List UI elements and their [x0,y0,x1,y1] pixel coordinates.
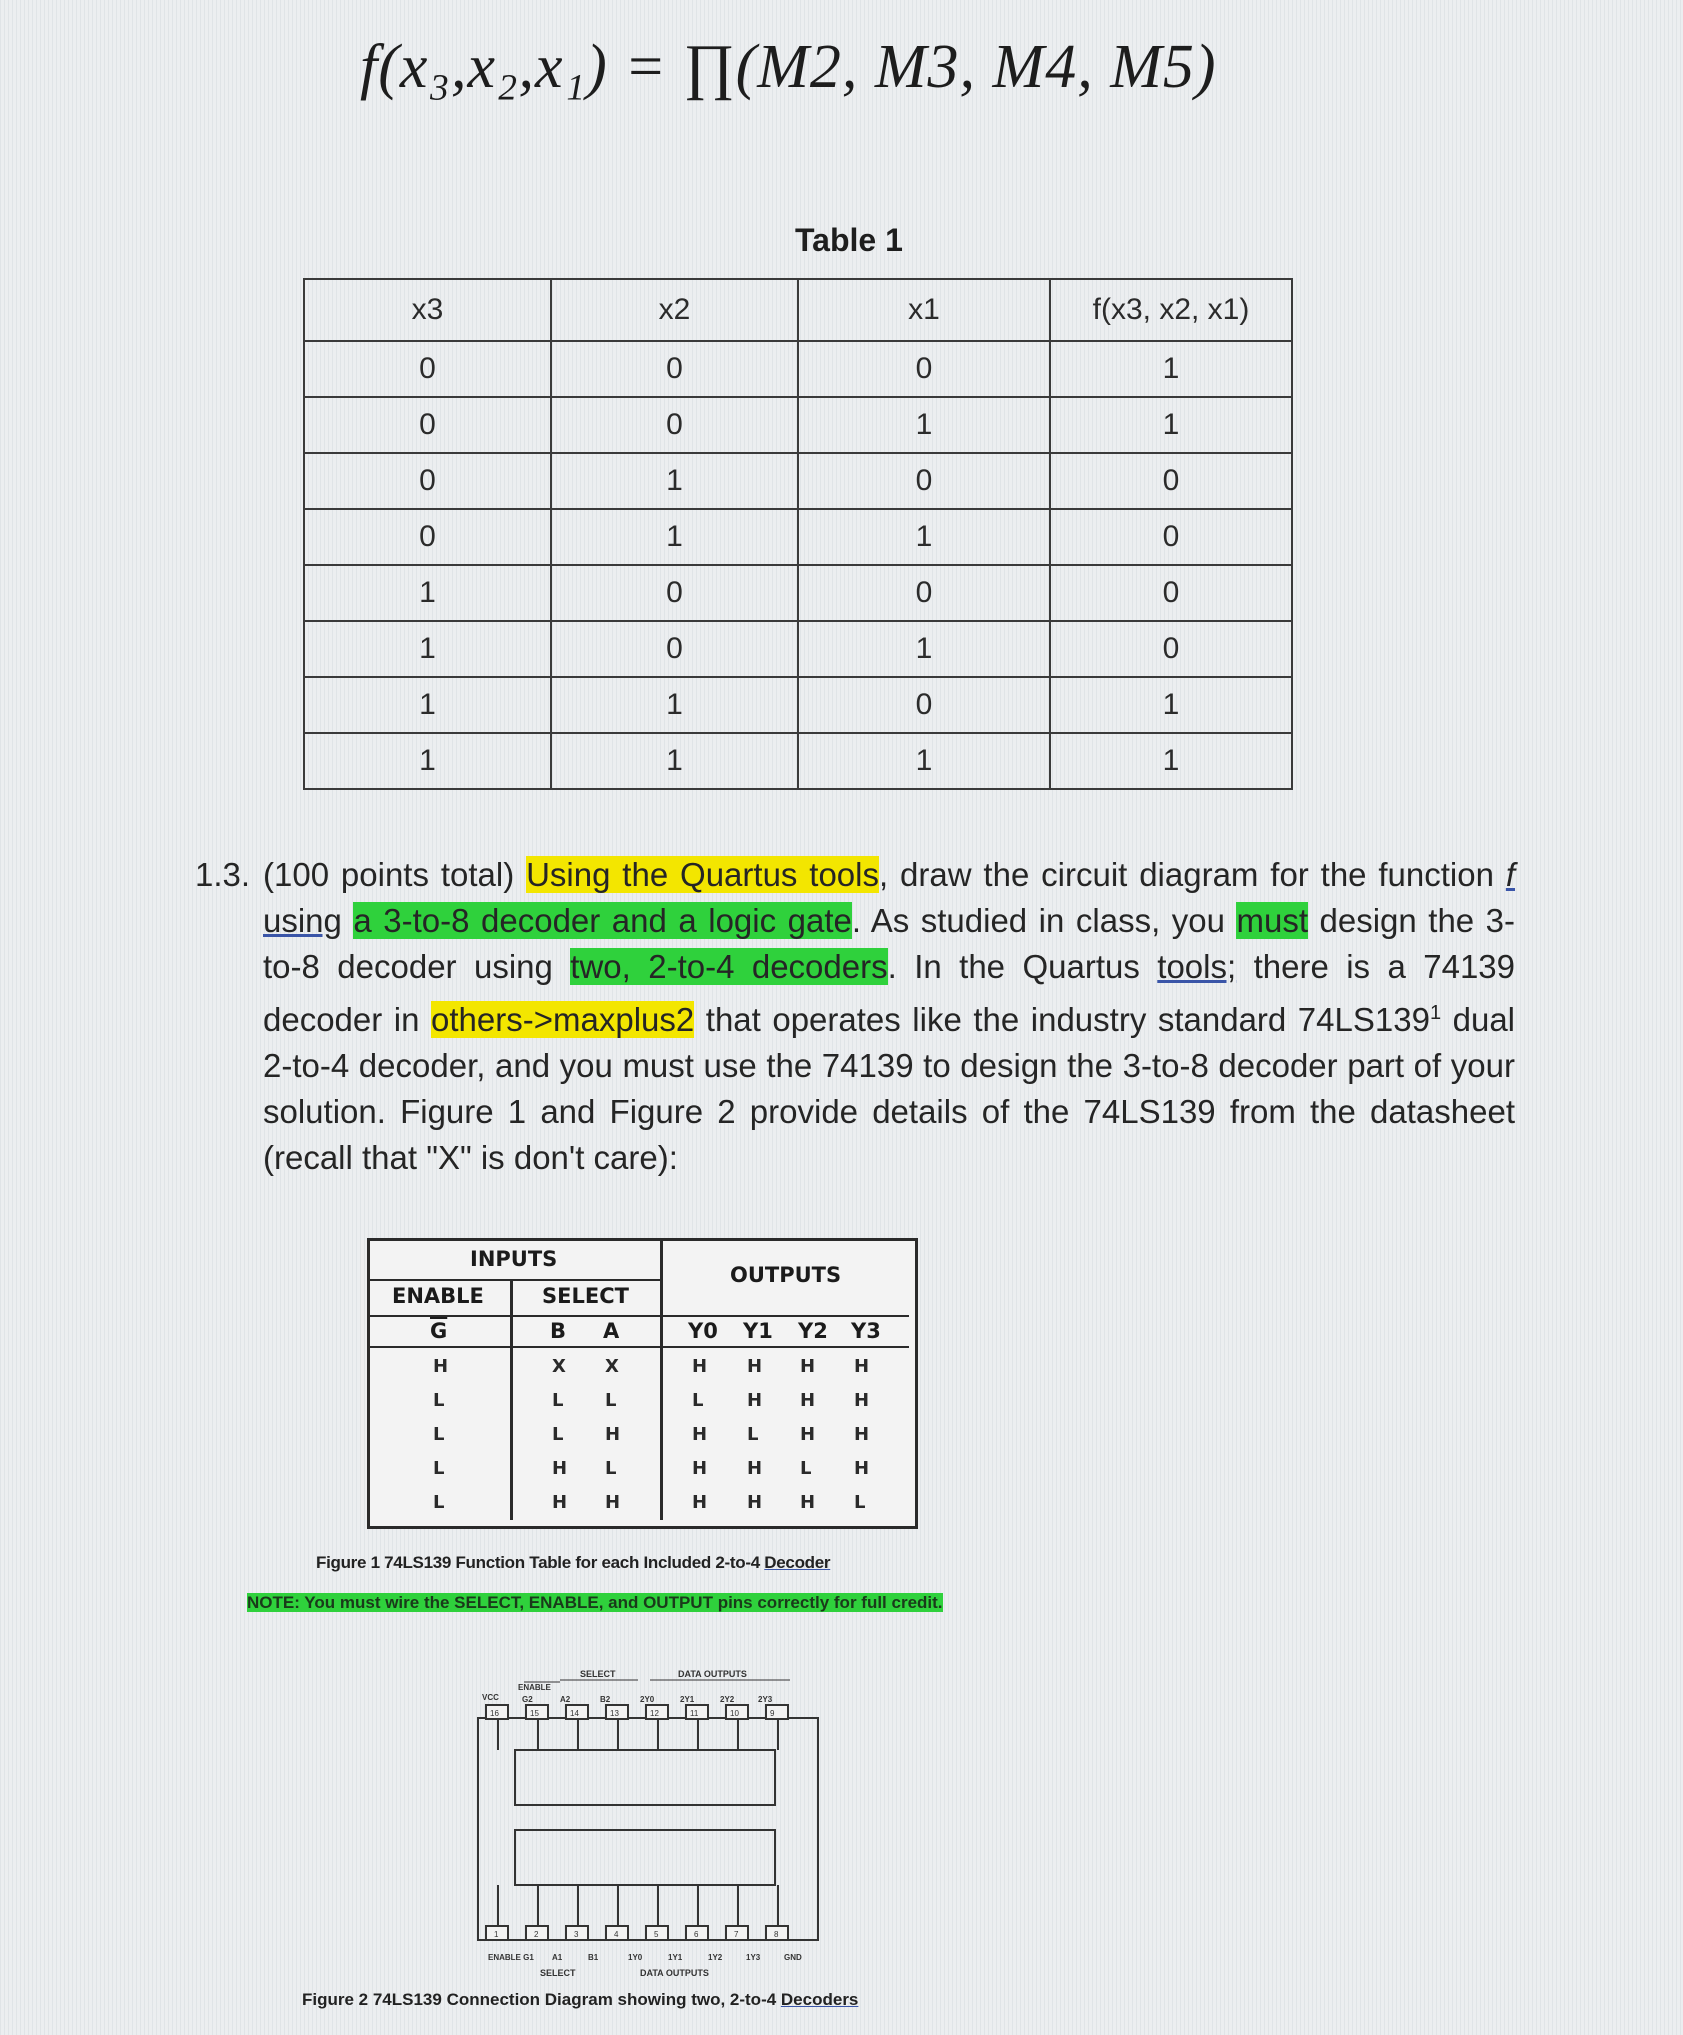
function-table-cell: H [692,1424,708,1445]
text-part: (100 points total) [263,856,527,893]
text-part: using [263,902,342,939]
bottom-pin-number: 1 [494,1930,499,1939]
figure1-caption-word: Decoder [764,1553,831,1572]
function-table-cell: L [433,1492,445,1513]
function-table-cell: H [692,1458,708,1479]
figure2-caption [302,1990,858,2010]
g-label: $\overline{G}$ [430,1319,448,1343]
truth-table-row [304,621,1292,677]
truth-table-cell: 0 [551,621,798,677]
y3-label: Y3 [851,1319,881,1343]
truth-table-cell: 0 [304,453,551,509]
truth-table-cell: 0 [551,397,798,453]
truth-table-cell: 1 [1050,677,1292,733]
truth-table [303,278,1293,790]
function-table-cell: L [433,1390,445,1411]
truth-table-cell: 0 [551,565,798,621]
bottom-pin-number: 5 [654,1930,659,1939]
function-table-cell: X [552,1356,566,1377]
bottom-pin-name: 1Y0 [628,1953,643,1962]
function-table-cell: H [854,1356,870,1377]
truth-table-cell: 1 [551,677,798,733]
y2-label: Y2 [798,1319,828,1343]
function-table-cell: H [605,1424,621,1445]
function-table-cell: L [552,1424,564,1445]
function-table-cell: L [605,1458,617,1479]
header-x1: x1 [798,279,1050,341]
function-table-cell: X [605,1356,619,1377]
bottom-pin-name: ENABLE G1 [488,1953,534,1962]
top-data-outputs-label: DATA OUTPUTS [678,1669,747,1679]
truth-table-cell: 1 [551,509,798,565]
figure2-caption-text: Figure 2 74LS139 Connection Diagram showing two, 2-to-4 [302,1990,781,2009]
truth-table-cell: 0 [798,341,1050,397]
figure1-caption [316,1553,830,1573]
bottom-pin-name: A1 [552,1953,563,1962]
equation: f(x₃,x₂,x₁) = ∏(M2, M3, M4, M5) [360,33,1217,101]
bottom-pin-name: GND [784,1953,802,1962]
function-table-cell: H [800,1492,816,1513]
truth-table-cell: 0 [1050,509,1292,565]
function-table-cell: L [747,1424,759,1445]
top-pin-name: 2Y3 [758,1695,773,1704]
top-enable-label: ENABLE [518,1683,551,1692]
function-table [367,1238,918,1529]
problem-paragraph [195,852,1515,1181]
truth-table-cell: 0 [1050,565,1292,621]
truth-table-cell: 0 [798,677,1050,733]
bottom-pin-number: 4 [614,1930,619,1939]
bottom-pin-name: 1Y2 [708,1953,723,1962]
vcc-label: VCC [482,1693,499,1702]
bottom-pin-name: B1 [588,1953,599,1962]
truth-table-cell: 1 [798,733,1050,789]
truth-table-row [304,453,1292,509]
text-part: . In the Quartus [887,948,1158,985]
header-x3: x3 [304,279,551,341]
function-table-cell: L [433,1458,445,1479]
text-part: design the 3-to-8 decoder using [263,902,1516,985]
text-part: dual 2-to-4 decoder, and you must use the 74139 to design the 3-to-8 decoder part of your solution. Figure 1 and Figure 2 provide details of the 74LS139 from the datasheet (recall that "X" is don't care): [263,1001,1516,1176]
top-pin-number: 14 [570,1709,579,1718]
bottom-pin-name: 1Y3 [746,1953,761,1962]
problem-text [263,852,1515,1181]
function-table-cell: H [854,1390,870,1411]
truth-table-cell: 0 [1050,453,1292,509]
truth-table-cell: 0 [551,341,798,397]
truth-table-row [304,509,1292,565]
function-table-cell: H [692,1356,708,1377]
function-table-cell: H [800,1424,816,1445]
function-table-cell: H [747,1390,763,1411]
note [247,1591,1032,1615]
function-table-cell: H [800,1356,816,1377]
truth-table-row [304,565,1292,621]
highlight-maxplus2: others->maxplus2 [431,1001,695,1038]
truth-table-cell: 0 [304,341,551,397]
figure2-caption-word: Decoders [780,1990,859,2009]
truth-table-cell: 0 [304,509,551,565]
truth-table-cell: 1 [798,509,1050,565]
function-table-cell: L [605,1390,617,1411]
function-table-cell: L [552,1390,564,1411]
select-label: SELECT [542,1284,629,1308]
top-pin-name: 2Y0 [640,1695,655,1704]
top-pin-number: 9 [770,1709,775,1718]
function-table-cell: H [800,1390,816,1411]
highlight-must: must [1236,902,1308,939]
function-table-cell: H [692,1492,708,1513]
a-label: A [603,1319,620,1343]
truth-table-cell: 1 [304,677,551,733]
function-table-cell: H [747,1356,763,1377]
table-caption: Table 1 [795,222,903,258]
truth-table-cell: 1 [304,733,551,789]
truth-table-row [304,341,1292,397]
truth-table-cell: 1 [798,621,1050,677]
top-pin-number: 13 [610,1709,619,1718]
underlined-tools: tools; [1157,948,1237,985]
top-pin-number: 12 [650,1709,659,1718]
text-part: there is a 74139 decoder in [263,948,1516,1038]
highlight-decoder-gate: a 3-to-8 decoder and a logic gate [353,902,852,939]
text-part: that operates like the industry standard 74LS139 [694,1001,1430,1038]
function-f: f [1505,856,1516,893]
bottom-pin-number: 8 [774,1930,779,1939]
function-table-cell: H [854,1424,870,1445]
top-pin-name: B2 [600,1695,611,1704]
function-table-cell: H [747,1492,763,1513]
highlight-quartus-tools: Using the Quartus tools [526,856,879,893]
header-x2: x2 [551,279,798,341]
outputs-label: OUTPUTS [730,1263,842,1287]
truth-table-row [304,397,1292,453]
truth-table-header-row [304,279,1292,341]
truth-table-cell: 1 [798,397,1050,453]
function-table-cell: H [605,1492,621,1513]
problem-number: 1.3. [195,856,251,893]
top-pin-number: 16 [490,1709,499,1718]
truth-table-cell: 0 [798,453,1050,509]
top-pin-number: 11 [690,1709,699,1718]
truth-table-cell: 1 [1050,397,1292,453]
highlight-two-decoders: two, 2-to-4 decoders [570,948,888,985]
y0-label: Y0 [688,1319,718,1343]
note-text: NOTE: You must wire the SELECT, ENABLE, and OUTPUT pins correctly for full credit. [247,1593,943,1612]
function-table-cell: H [552,1458,568,1479]
top-pin-name: G2 [522,1695,533,1704]
bottom-pin-number: 6 [694,1930,699,1939]
function-table-cell: L [800,1458,812,1479]
bottom-pin-number: 2 [534,1930,539,1939]
bottom-pin-number: 7 [734,1930,739,1939]
bottom-pin-number: 3 [574,1930,579,1939]
function-table-cell: L [433,1424,445,1445]
text-part [342,902,354,939]
function-table-cell: H [552,1492,568,1513]
top-pin-number: 15 [530,1709,539,1718]
bottom-select-label: SELECT [540,1968,576,1978]
truth-table-cell: 0 [798,565,1050,621]
header-f: f(x3, x2, x1) [1050,279,1292,341]
b-label: B [550,1319,567,1343]
truth-table-cell: 1 [304,565,551,621]
chip-connection-diagram [460,1660,840,1980]
truth-table-cell: 0 [304,397,551,453]
enable-label: ENABLE [392,1284,484,1308]
truth-table-cell: 0 [1050,621,1292,677]
function-table-cell: H [747,1458,763,1479]
function-table-cell: L [854,1492,866,1513]
truth-table-cell: 1 [1050,733,1292,789]
function-table-cell: L [692,1390,704,1411]
truth-table-cell: 1 [551,453,798,509]
text-part: , draw the circuit diagram for the function [879,856,1506,893]
text-part: . As studied in class, you [851,902,1237,939]
top-pin-name: 2Y2 [720,1695,735,1704]
truth-table-row [304,733,1292,789]
truth-table-row [304,677,1292,733]
function-table-cell: H [433,1356,449,1377]
y1-label: Y1 [743,1319,773,1343]
footnote-mark: 1 [1429,1002,1442,1024]
truth-table-cell: 1 [551,733,798,789]
inputs-label: INPUTS [470,1247,558,1271]
truth-table-cell: 1 [304,621,551,677]
top-pin-number: 10 [730,1709,739,1718]
bottom-pin-name: 1Y1 [668,1953,683,1962]
truth-table-cell: 1 [1050,341,1292,397]
function-table-cell: H [854,1458,870,1479]
top-pin-name: 2Y1 [680,1695,695,1704]
top-select-label: SELECT [580,1669,616,1679]
figure1-caption-text: Figure 1 74LS139 Function Table for each Included 2-to-4 [316,1553,765,1572]
top-pin-name: A2 [560,1695,571,1704]
bottom-data-outputs-label: DATA OUTPUTS [640,1968,709,1978]
